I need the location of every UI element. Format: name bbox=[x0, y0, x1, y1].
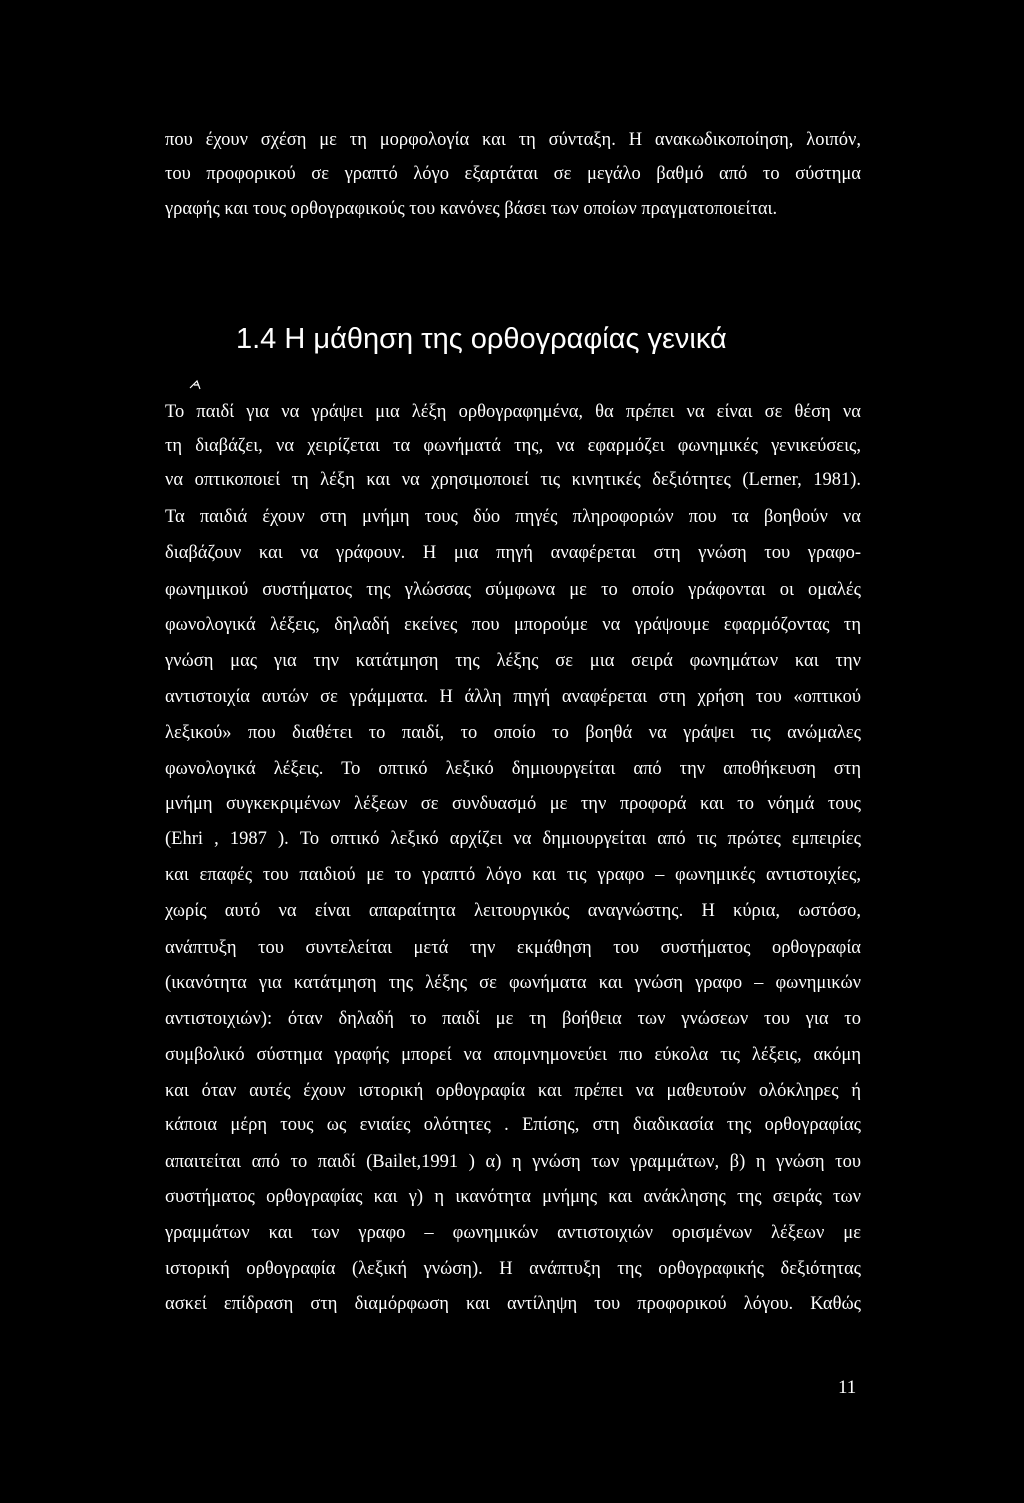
text-line: γραφής και τους ορθογραφικούς του κανόνες βάσει των οποίων πραγματοποιείται. bbox=[165, 199, 778, 219]
text-line: ανάπτυξη του συντελείται μετά την εκμάθηση του συστήματος ορθογραφία bbox=[165, 938, 861, 958]
text-line: γνώση μας για την κατάτμηση της λέξης σε μια σειρά φωνημάτων και την bbox=[165, 651, 861, 671]
text-line: (ικανότητα για κατάτμηση της λέξης σε φωνήματα και γνώση γραφο – φωνημικών bbox=[165, 973, 861, 993]
text-line: φωνημικού συστήματος της γλώσσας σύμφωνα με το οποίο γράφονται οι ομαλές bbox=[165, 580, 861, 600]
text-line: Τα παιδιά έχουν στη μνήμη τους δύο πηγές πληροφοριών που τα βοηθούν να bbox=[165, 507, 861, 527]
text-line: ασκεί επίδραση στη διαμόρφωση και αντίληψη του προφορικού λόγου. Καθώς bbox=[165, 1294, 861, 1314]
text-line: (Ehri , 1987 ). Το οπτικό λεξικό αρχίζει να δημιουργείται από τις πρώτες εμπειρίες bbox=[165, 829, 861, 849]
text-line: συμβολικό σύστημα γραφής μπορεί να απομνημονεύει πιο εύκολα τις λέξεις, ακόμη bbox=[165, 1045, 861, 1065]
text-line: αντιστοιχία αυτών σε γράμματα. Η άλλη πηγή αναφέρεται στη χρήση του «οπτικού bbox=[165, 687, 861, 707]
text-line: αντιστοιχιών): όταν δηλαδή το παιδί με τη βοήθεια των γνώσεων του για το bbox=[165, 1009, 861, 1029]
text-line: λεξικού» που διαθέτει το παιδί, το οποίο το βοηθά να γράψει τις ανώμαλες bbox=[165, 723, 861, 743]
handwritten-mark-icon bbox=[188, 377, 202, 391]
page-number: 11 bbox=[838, 1377, 857, 1398]
text-line: και επαφές του παιδιού με το γραπτό λόγο και τις γραφο – φωνημικές αντιστοιχίες, bbox=[165, 865, 861, 885]
text-line: κάποια μέρη τους ως ενιαίες ολότητες . Επίσης, στη διαδικασία της ορθογραφίας bbox=[165, 1115, 861, 1135]
section-heading: 1.4 Η μάθηση της ορθογραφίας γενικά bbox=[236, 323, 727, 355]
text-line: Το παιδί για να γράψει μια λέξη ορθογραφημένα, θα πρέπει να είναι σε θέση να bbox=[165, 402, 861, 422]
text-line: χωρίς αυτό να είναι απαραίτητα λειτουργικός αναγνώστης. Η κύρια, ωστόσο, bbox=[165, 901, 861, 921]
text-line: φωνολογικά λέξεις, δηλαδή εκείνες που μπορούμε να γράψουμε εφαρμόζοντας τη bbox=[165, 615, 861, 635]
text-line: που έχουν σχέση με τη μορφολογία και τη σύνταξη. Η ανακωδικοποίηση, λοιπόν, bbox=[165, 130, 861, 150]
text-line: φωνολογικά λέξεις. Το οπτικό λεξικό δημιουργείται από την αποθήκευση στη bbox=[165, 759, 861, 779]
text-line: τη διαβάζει, να χειρίζεται τα φωνήματά της, να εφαρμόζει φωνημικές γενικεύσεις, bbox=[165, 436, 861, 456]
text-line: ιστορική ορθογραφία (λεξική γνώση). Η ανάπτυξη της ορθογραφικής δεξιότητας bbox=[165, 1259, 861, 1279]
text-line: διαβάζουν και να γράφουν. Η μια πηγή αναφέρεται στη γνώση του γραφο- bbox=[165, 543, 861, 563]
text-line: να οπτικοποιεί τη λέξη και να χρησιμοποιεί τις κινητικές δεξιότητες (Lerner, 1981). bbox=[165, 470, 861, 490]
text-line: και όταν αυτές έχουν ιστορική ορθογραφία και πρέπει να μαθευτούν ολόκληρες ή bbox=[165, 1081, 861, 1101]
text-line: του προφορικού σε γραπτό λόγο εξαρτάται σε μεγάλο βαθμό από το σύστημα bbox=[165, 164, 861, 184]
text-line: συστήματος ορθογραφίας και γ) η ικανότητα μνήμης και ανάκλησης της σειράς των bbox=[165, 1187, 861, 1207]
text-line: γραμμάτων και των γραφο – φωνημικών αντιστοιχιών ορισμένων λέξεων με bbox=[165, 1223, 861, 1243]
text-line: μνήμη συγκεκριμένων λέξεων σε συνδυασμό με την προφορά και το νόημά τους bbox=[165, 794, 861, 814]
text-line: απαιτείται από το παιδί (Bailet,1991 ) α) η γνώση των γραμμάτων, β) η γνώση του bbox=[165, 1152, 861, 1172]
